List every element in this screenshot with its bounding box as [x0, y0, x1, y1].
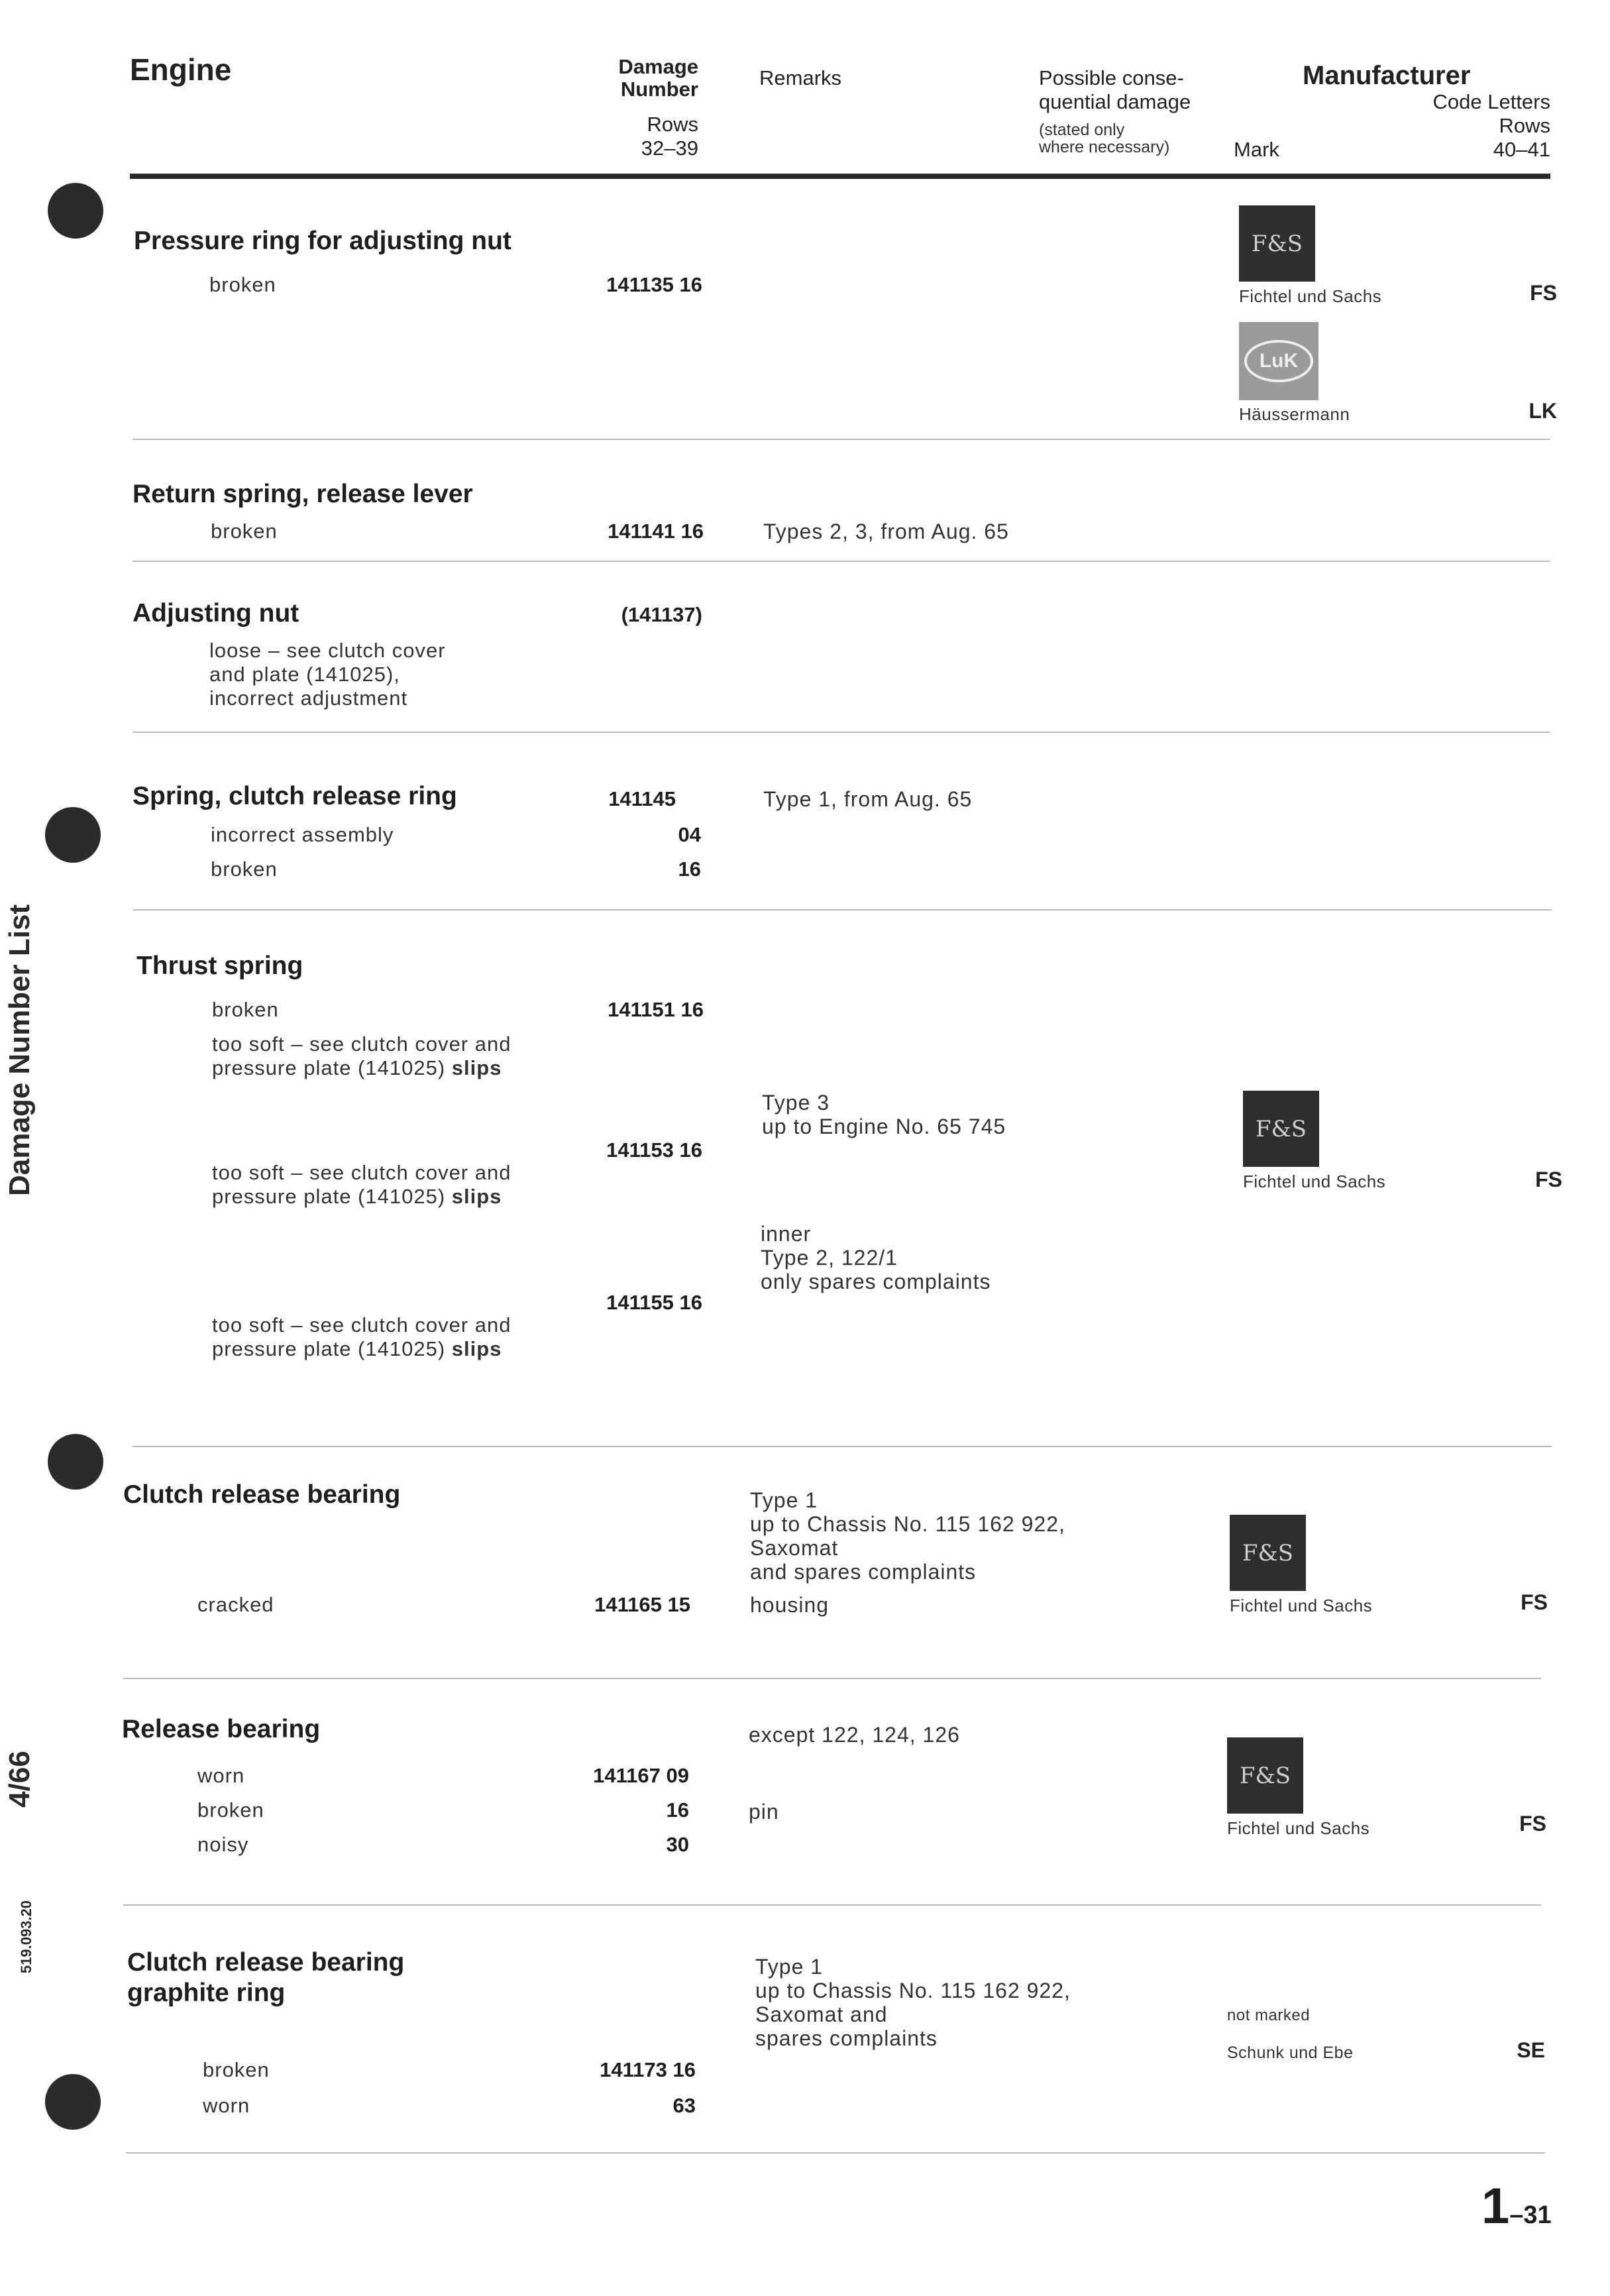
damage-number: 141135 16	[606, 273, 702, 296]
remark: except 122, 124, 126	[749, 1723, 960, 1747]
manufacturer-name: Fichtel und Sachs	[1239, 286, 1382, 306]
section-title: Adjusting nut	[133, 599, 299, 628]
manufacturer-name: Fichtel und Sachs	[1243, 1172, 1386, 1191]
mark-header: Mark	[1234, 138, 1279, 161]
code-letters: FS	[1535, 1168, 1562, 1191]
damage-number: 141155 16	[606, 1291, 702, 1314]
luk-logo	[1239, 322, 1318, 400]
remark: spares complaints	[755, 2026, 938, 2050]
section-divider	[133, 1446, 1552, 1447]
section-title: Return spring, release lever	[133, 480, 473, 508]
remark: and spares complaints	[750, 1560, 977, 1584]
fichtel-sachs-logo	[1227, 1737, 1303, 1814]
item-label: loose – see clutch cover	[209, 639, 446, 662]
remarks-header: Remarks	[759, 66, 842, 89]
item-text: pressure plate (141025)	[212, 1056, 452, 1079]
item-label	[212, 1056, 502, 1080]
remark: Type 1, from Aug. 65	[763, 787, 973, 811]
item-label: broken	[209, 273, 276, 296]
consequential-header-1: Possible conse-	[1039, 66, 1184, 89]
item-label: incorrect adjustment	[209, 686, 408, 710]
remark: housing	[750, 1593, 830, 1617]
damage-number: 141153 16	[606, 1138, 702, 1162]
damage-number-header: Damage Number	[618, 55, 698, 101]
page-number-major: 1	[1481, 2178, 1510, 2234]
item-label	[212, 1185, 502, 1209]
remark: up to Chassis No. 115 162 922,	[755, 1979, 1071, 2002]
code-letters: SE	[1517, 2038, 1545, 2062]
remark: Type 2, 122/1	[761, 1246, 898, 1270]
consequential-note-1: (stated only	[1039, 121, 1125, 139]
sidebar-doc-number: 519.093.20	[18, 1900, 34, 1974]
punch-hole	[45, 2074, 101, 2130]
item-label: broken	[203, 2058, 270, 2081]
damage-number: 141173 16	[600, 2058, 696, 2081]
remark: Type 1	[755, 1955, 824, 1979]
remark: pin	[749, 1800, 779, 1824]
manufacturer-name: Fichtel und Sachs	[1230, 1596, 1373, 1615]
rows-range: 32–39	[641, 137, 698, 160]
remark: up to Engine No. 65 745	[762, 1115, 1006, 1138]
damage-number: 16	[666, 1798, 689, 1822]
sidebar-title: Damage Number List	[3, 904, 36, 1196]
item-text: pressure plate (141025)	[212, 1185, 452, 1208]
code-letters: LK	[1529, 399, 1557, 423]
damage-number: (141137)	[621, 603, 702, 626]
section-title: Clutch release bearing	[127, 1948, 405, 1977]
item-emphasis: slips	[451, 1056, 502, 1079]
page-number-minor: –31	[1509, 2201, 1552, 2229]
item-label: cracked	[197, 1593, 274, 1616]
section-divider	[133, 439, 1550, 440]
section-title: graphite ring	[127, 1979, 286, 2007]
punch-hole	[48, 183, 103, 239]
fichtel-sachs-logo	[1239, 205, 1315, 282]
item-label: worn	[197, 1764, 245, 1787]
damage-number: 30	[666, 1833, 689, 1856]
damage-number: 141141 16	[608, 519, 704, 543]
logo-text: F&S	[1239, 1762, 1291, 1789]
remark: Types 2, 3, from Aug. 65	[763, 519, 1009, 543]
damage-number: 63	[672, 2094, 696, 2117]
code-letters-header: Code Letters	[1432, 90, 1550, 113]
section-divider	[133, 732, 1550, 733]
section-title: Release bearing	[122, 1715, 321, 1743]
item-label: too soft – see clutch cover and	[212, 1313, 511, 1337]
manufacturer-name: Fichtel und Sachs	[1227, 1818, 1370, 1838]
mark-note: not marked	[1227, 2006, 1311, 2024]
section-title: Clutch release bearing	[123, 1480, 401, 1509]
damage-number: 04	[678, 823, 701, 846]
item-emphasis: slips	[451, 1185, 502, 1208]
consequential-header-2: quential damage	[1039, 90, 1191, 113]
consequential-note-2: where necessary)	[1039, 138, 1170, 156]
remark: Saxomat	[750, 1536, 839, 1560]
remark: only spares complaints	[761, 1270, 991, 1293]
item-label: incorrect assembly	[211, 823, 394, 846]
item-label: worn	[203, 2094, 250, 2117]
mfr-rows-range: 40–41	[1493, 138, 1550, 161]
fichtel-sachs-logo	[1243, 1091, 1319, 1167]
page-title: Engine	[130, 52, 232, 87]
remark: up to Chassis No. 115 162 922,	[750, 1512, 1065, 1536]
item-label: broken	[211, 519, 278, 543]
rows-label: Rows	[647, 113, 698, 136]
remark: Type 1	[750, 1488, 818, 1512]
luk-oval: LuK	[1244, 340, 1313, 382]
logo-text: F&S	[1242, 1539, 1294, 1566]
damage-number: 141145	[608, 787, 676, 810]
code-letters: FS	[1519, 1812, 1546, 1835]
manufacturer-name: Häussermann	[1239, 404, 1350, 424]
item-label: too soft – see clutch cover and	[212, 1161, 511, 1184]
item-text: pressure plate (141025)	[212, 1337, 452, 1360]
item-emphasis: slips	[451, 1337, 502, 1360]
section-title: Thrust spring	[136, 952, 303, 980]
item-label	[212, 1337, 502, 1361]
section-divider	[126, 2152, 1545, 2154]
damage-number: 141165 15	[594, 1593, 690, 1616]
section-divider	[123, 1904, 1541, 1906]
manufacturer-name: Schunk und Ebe	[1227, 2044, 1354, 2062]
item-label: broken	[197, 1798, 264, 1822]
punch-hole	[48, 1434, 103, 1490]
logo-text: F&S	[1255, 1115, 1307, 1142]
damage-number: 141151 16	[608, 998, 704, 1021]
manufacturer-header: Manufacturer	[1303, 61, 1471, 90]
item-label: broken	[212, 998, 279, 1021]
mfr-rows-label: Rows	[1499, 114, 1550, 137]
section-divider	[133, 909, 1552, 910]
punch-hole	[45, 807, 101, 863]
code-letters: FS	[1530, 281, 1557, 305]
item-label: broken	[211, 857, 278, 881]
damage-number: 141167 09	[593, 1764, 689, 1787]
logo-text: F&S	[1251, 230, 1303, 257]
section-title: Spring, clutch release ring	[133, 782, 457, 810]
item-label: too soft – see clutch cover and	[212, 1032, 511, 1056]
section-title: Pressure ring for adjusting nut	[134, 227, 511, 255]
header-rule	[130, 174, 1550, 179]
remark: Saxomat and	[755, 2002, 888, 2026]
damage-number: 16	[678, 857, 701, 881]
item-label: noisy	[197, 1833, 249, 1856]
remark: Type 3	[762, 1091, 830, 1115]
code-letters: FS	[1521, 1590, 1548, 1614]
fichtel-sachs-logo	[1230, 1515, 1306, 1591]
sidebar-date: 4/66	[3, 1751, 36, 1808]
section-divider	[123, 1678, 1541, 1679]
page-number	[1481, 2177, 1552, 2235]
remark: inner	[761, 1222, 812, 1246]
item-label: and plate (141025),	[209, 663, 400, 686]
section-divider	[133, 561, 1550, 562]
